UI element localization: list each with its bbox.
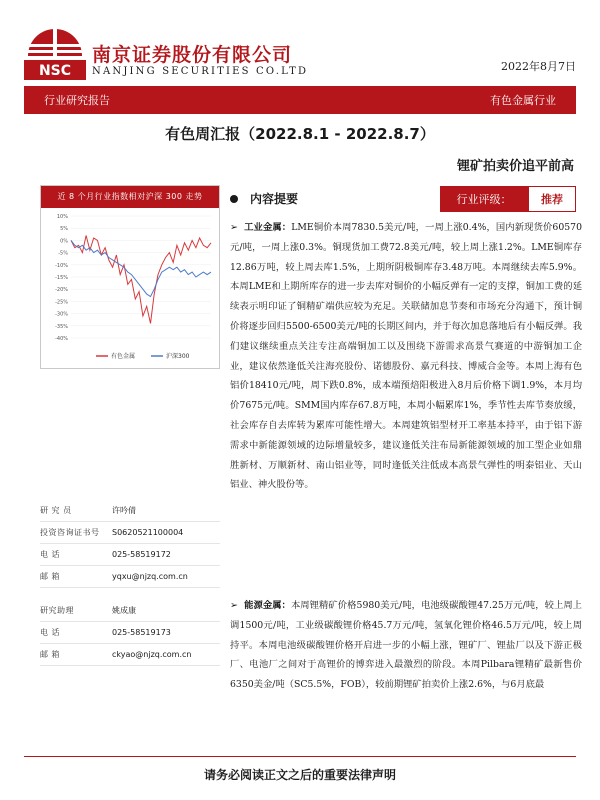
- series-line-1: [71, 240, 211, 296]
- y-tick-label: 0%: [60, 238, 68, 245]
- industry-rating: [440, 186, 576, 212]
- contact-row: [40, 522, 220, 544]
- bullet-dot-icon: [230, 195, 238, 203]
- y-tick-label: -5%: [58, 250, 68, 257]
- contact-key: 投资咨询证书号: [40, 528, 100, 537]
- contact-row: [40, 500, 220, 522]
- legend-label: 沪深300: [166, 353, 190, 360]
- y-tick-label: 5%: [60, 226, 68, 233]
- contact-value: 姚成康: [112, 606, 136, 615]
- contact-key: 电 话: [40, 628, 61, 637]
- y-tick-label: -15%: [55, 275, 68, 281]
- contact-row: [40, 600, 220, 622]
- contact-key: 研 究 员: [40, 506, 72, 515]
- company-logo: [22, 22, 88, 84]
- contact-value: ckyao@njzq.com.cn: [112, 650, 192, 659]
- contact-row: [40, 644, 220, 666]
- header-banner: [24, 86, 576, 114]
- contact-key: 研究助理: [40, 606, 74, 615]
- report-date: 2022年8月7日: [501, 60, 576, 73]
- y-tick-label: -10%: [55, 262, 68, 269]
- chart-plot: [41, 208, 219, 368]
- footer-divider: [24, 756, 576, 757]
- analyst-contacts: [40, 500, 220, 666]
- contact-value: 025-58519172: [112, 550, 171, 559]
- y-tick-label: -25%: [55, 299, 68, 306]
- energy-metals-label: 能源金属：: [244, 600, 291, 611]
- contact-value: 025-58519173: [112, 628, 171, 637]
- industrial-metals-text: LME铜价本周7830.5美元/吨，一周上涨0.4%，国内新现货价60570元/吨，一周上涨0.3%。铜现货加工费72.8美元/吨，较上周上涨1.2%。LME铜库存12.86万吨，较上周去库1.5%，上期所阴极铜库存3.48万吨。本周继续去库5.9%。本周LME和上期所库存的进一步去库对铜价的小幅反弹有一定的支撑，铜加工费的延续表示明印证了铜精矿端供应较为充足。关联储加息节奏和市场充分沟通下，预计铜价将逐步回归5500-6500美元/吨的长期区间内，并于每次加息落地后有小幅反弹。我们建议继续重点关注专注高端铜加工以及围绕下游需求高景气赛道的中游铜加工企业，建议依然逢低关注海亮股份、诺德股份、嘉元科技、博威合金等。本周上海有色铝价18410元/吨，周下跌0.8%，成本端预焙阳极进入8月后价格下调1.9%，本月均价7675元/吨。SMM国内库存67.8万吨，本周小幅累库1%，季节性去库节奏放缓，社会库存自去库转为累库可能性增大。本周建筑铝型材开工率基本持平，由于铝下游需求中新能源领域的边际增量较多，建议逢低关注布局新能源领域的加工型企业如鼎胜新材、万顺新材、南山铝业等，同时逢低关注低成本高景气弹性的明泰铝业、天山铝业、神火股份等。: [230, 222, 582, 491]
- legend-label: 有色金属: [111, 353, 136, 360]
- report-title: 有色周汇报（2022.8.1 - 2022.8.7）: [165, 125, 435, 143]
- arrow-bullet-icon: ➢: [230, 600, 238, 611]
- logo-text: NSC: [38, 63, 72, 79]
- industrial-metals-paragraph: [230, 218, 582, 495]
- report-subtitle: 锂矿拍卖价追平前高: [456, 159, 574, 174]
- energy-metals-text: 本周锂精矿价格5980美元/吨，电池级碳酸锂47.25万元/吨，较上周上调1500元/吨，工业级碳酸锂价格45.7万元/吨，氢氧化锂价格46.5万元/吨，较上周持平。本周电池级碳酸锂价格开启进一步的小幅上涨，锂矿厂、锂盐厂以及下游正极厂、电池厂之间对于高锂价的博弈进入最激烈的阶段。本周Pilbara锂精矿最新售价6350美金/吨（SC5.5%，FOB），较前期锂矿拍卖价上涨2.6%，与6月底最: [230, 600, 582, 691]
- energy-metals-paragraph: [230, 596, 582, 695]
- y-tick-label: -20%: [55, 287, 68, 294]
- y-tick-label: -40%: [55, 336, 68, 342]
- contact-key: 邮 箱: [40, 650, 61, 659]
- rating-label: 行业评级：: [440, 186, 528, 212]
- banner-left-label: 行业研究报告: [44, 94, 110, 107]
- contact-value: yqxu@njzq.com.cn: [112, 572, 188, 581]
- y-tick-label: -30%: [55, 311, 68, 318]
- series-line-0: [71, 236, 211, 324]
- company-name-cn: 南京证券股份有限公司: [92, 44, 293, 66]
- contact-key: 邮 箱: [40, 572, 61, 581]
- arrow-bullet-icon: ➢: [230, 222, 238, 233]
- banner-right-label: 有色金属行业: [490, 94, 556, 107]
- contact-key: 电 话: [40, 550, 61, 559]
- y-tick-label: -35%: [55, 323, 68, 330]
- y-tick-label: 10%: [56, 214, 68, 220]
- summary-heading: [230, 190, 298, 207]
- chart-heading: 近 8 个月行业指数相对沪深 300 走势: [41, 186, 219, 208]
- rating-value: 推荐: [528, 186, 576, 212]
- contact-row: [40, 622, 220, 644]
- contact-value: S0620521100004: [112, 528, 184, 537]
- industrial-metals-label: 工业金属：: [244, 222, 292, 233]
- contact-row: [40, 566, 220, 588]
- summary-heading-text: 内容提要: [250, 192, 299, 206]
- company-name-en: NANJING SECURITIES CO.LTD: [92, 66, 309, 77]
- contact-value: 许吟倩: [112, 506, 136, 515]
- performance-chart: [40, 185, 220, 369]
- left-column: [40, 185, 220, 369]
- legal-disclaimer: 请务必阅读正文之后的重要法律声明: [203, 768, 396, 782]
- contact-row: [40, 544, 220, 566]
